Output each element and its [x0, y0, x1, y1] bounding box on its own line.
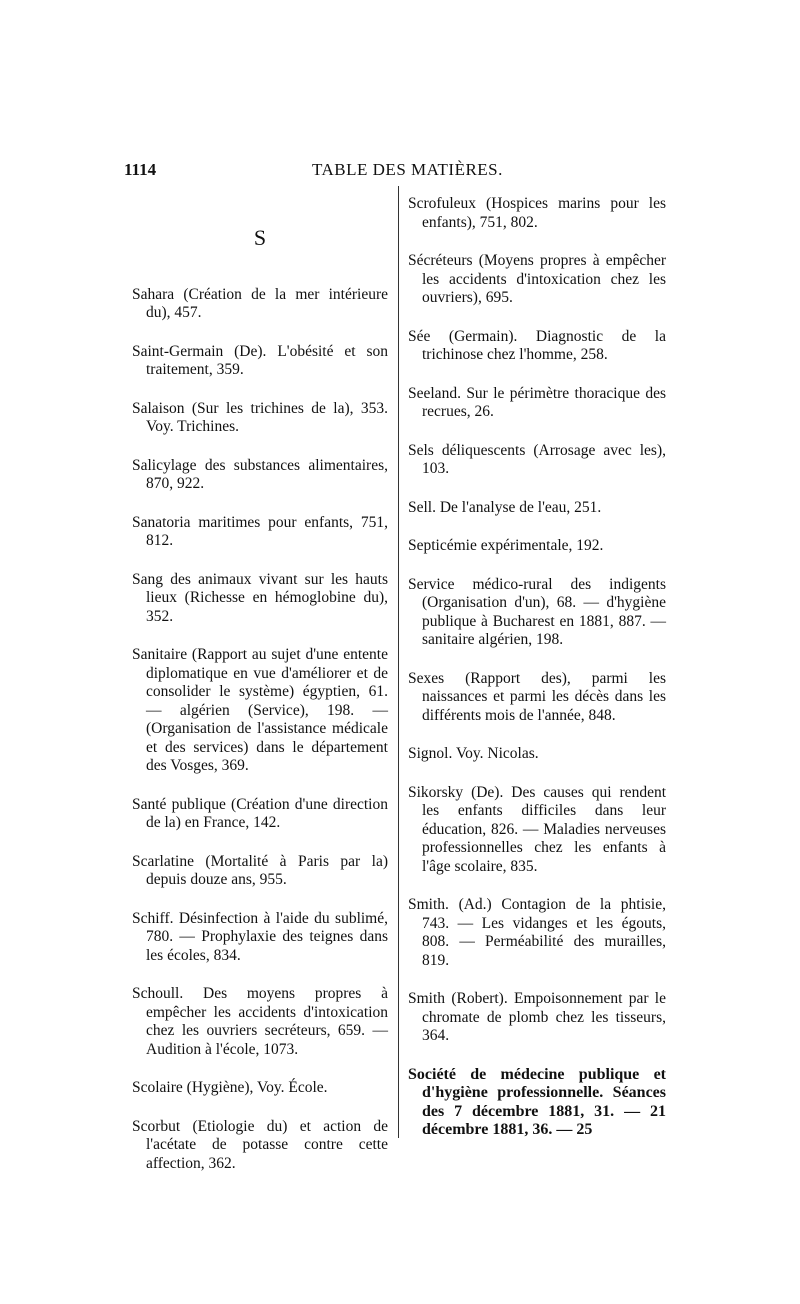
running-head: [0, 160, 800, 184]
index-entry: Schiff. Désinfection à l'aide du sublimé, 780. — Prophylaxie des teignes dans les écoles, 834.: [132, 909, 388, 964]
section-letter: S: [253, 225, 267, 250]
index-entry: Saint-Germain (De). L'obésité et son traitement, 359.: [132, 342, 388, 378]
index-entry: Scolaire (Hygiène), Voy. École.: [132, 1079, 328, 1096]
index-entry: Santé publique (Création d'une direction de la) en France, 142.: [132, 795, 388, 831]
index-entry: Scarlatine (Mortalité à Paris par la) depuis douze ans, 955.: [132, 852, 388, 888]
right-column: [408, 195, 666, 1160]
header-title: TABLE DES MATIÈRES.: [312, 160, 503, 179]
index-entry: Scrofuleux (Hospices marins pour les enfants), 751, 802.: [408, 195, 666, 231]
index-entry: Scorbut (Etiologie du) et action de l'acétate de potasse contre cette affection, 362.: [132, 1117, 388, 1172]
index-entry: Sell. De l'analyse de l'eau, 251.: [408, 498, 602, 516]
index-entry: Signol. Voy. Nicolas.: [408, 745, 539, 762]
index-entry: Service médico-rural des indigents (Organisation d'un), 68. — d'hygiène publique à Bucharest en 1881, 887. — sanitaire algérien, 198.: [408, 575, 666, 648]
column-divider: [398, 186, 399, 1138]
index-entry: Sikorsky (De). Des causes qui rendent les enfants difficiles dans leur éducation, 826. — Maladies nerveuses professionnelles chez les enfants à l'âge scolaire, 835.: [408, 783, 666, 875]
index-entry: Seeland. Sur le périmètre thoracique des recrues, 26.: [408, 384, 666, 420]
index-entry-bold: Société de médecine publique et d'hygiène professionnelle. Séances des 7 décembre 1881, 31. — 21 décembre 1881, 36. — 25: [408, 1065, 666, 1138]
index-entry: Sanatoria maritimes pour enfants, 751, 812.: [132, 513, 388, 549]
index-entry: Smith (Robert). Empoisonnement par le chromate de plomb chez les tisseurs, 364.: [408, 990, 666, 1044]
index-entry: Sée (Germain). Diagnostic de la trichinose chez l'homme, 258.: [408, 327, 666, 363]
index-entry: Schoull. Des moyens propres à empêcher les accidents d'intoxication chez les ouvriers secréteurs, 659. — Audition à l'école, 1073.: [132, 985, 388, 1058]
index-entry: Sels déliquescents (Arrosage avec les), 103.: [408, 441, 666, 477]
page-number: 1114: [124, 160, 157, 179]
index-entry: Sang des animaux vivant sur les hauts lieux (Richesse en hémoglobine du), 352.: [132, 570, 388, 625]
index-entry: Smith. (Ad.) Contagion de la phtisie, 743. — Les vidanges et les égouts, 808. — Perméabilité des murailles, 819.: [408, 896, 666, 969]
index-entry: Salicylage des substances alimentaires, 870, 922.: [132, 456, 388, 492]
left-column: [132, 195, 388, 1193]
index-entry: Sexes (Rapport des), parmi les naissances et parmi les décès dans les différents mois de l'année, 848.: [408, 669, 666, 724]
index-entry: Sanitaire (Rapport au sujet d'une entente diplomatique en vue d'améliorer et de consolider le système) égyptien, 61. — algérien (Service), 198. — (Organisation de l'assistance médicale et des services) dans le département des Vosges, 369.: [132, 646, 388, 774]
index-entry: Sécréteurs (Moyens propres à empêcher les accidents d'intoxication chez les ouvriers), 695.: [408, 252, 666, 306]
index-entry: Salaison (Sur les trichines de la), 353. Voy. Trichines.: [132, 399, 388, 435]
index-entry: Septicémie expérimentale, 192.: [408, 537, 604, 554]
index-entry: Sahara (Création de la mer intérieure du), 457.: [132, 285, 388, 321]
